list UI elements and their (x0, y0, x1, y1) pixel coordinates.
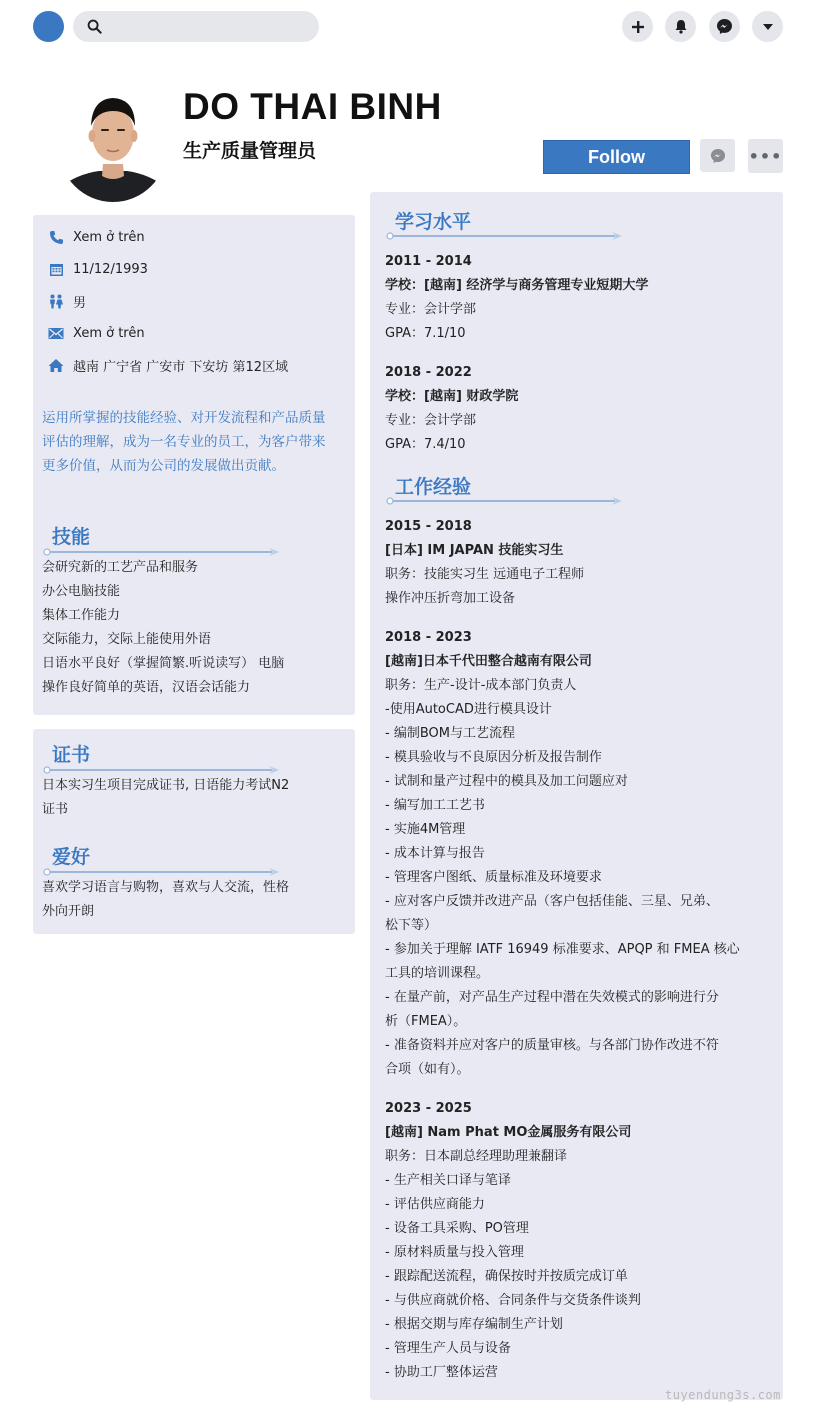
list-item: - 参加关于理解 IATF 16949 标准要求、APQP 和 FMEA 核心 (385, 942, 740, 957)
section-divider (385, 231, 625, 241)
certificates-hobbies-panel (33, 729, 355, 934)
profile-photo (59, 84, 167, 202)
education-school: 学校：[越南] 经济学与商务管理专业短期大学 (385, 278, 649, 293)
search-icon (87, 19, 102, 34)
experience-entry (385, 626, 740, 1082)
list-item: - 实施4M管理 (385, 822, 466, 837)
create-button[interactable] (622, 11, 653, 42)
experience-period: 2023 - 2025 (385, 1101, 472, 1116)
envelope-icon (47, 324, 65, 342)
gender-value: 男 (73, 296, 87, 311)
email-value: Xem ở trên (73, 325, 145, 341)
list-item: - 协助工厂整体运营 (385, 1365, 498, 1380)
search-input[interactable] (73, 11, 319, 42)
more-options-button[interactable]: ••• (748, 139, 783, 173)
logo-icon[interactable] (33, 11, 64, 42)
list-item: 日本实习生项目完成证书, 日语能力考试N2 (42, 778, 290, 793)
notifications-button[interactable] (665, 11, 696, 42)
list-item: 析（FMEA）。 (385, 1014, 467, 1029)
experience-company: [越南] Nam Phat MO金属服务有限公司 (385, 1125, 632, 1140)
job-title: 生产质量管理员 (183, 140, 317, 162)
list-item: - 在量产前，对产品生产过程中潜在失效模式的影响进行分 (385, 990, 719, 1005)
calendar-icon (47, 260, 65, 278)
education-major: 专业：会计学部 (385, 413, 477, 428)
list-item: - 编制BOM与工艺流程 (385, 726, 515, 741)
education-gpa: GPA：7.1/10 (385, 326, 466, 341)
section-divider (385, 496, 625, 506)
list-item: - 原材料质量与投入管理 (385, 1245, 524, 1260)
list-item: 合项（如有）。 (385, 1062, 470, 1077)
list-item: - 模具验收与不良原因分析及报告制作 (385, 750, 602, 765)
profile-name: DO THAI BINH (183, 86, 442, 127)
skills-title: 技能 (52, 526, 91, 548)
contact-phone (47, 228, 145, 246)
list-item: 职务：技能实习生 远通电子工程师 (385, 567, 585, 582)
birthday-value: 11/12/1993 (73, 261, 148, 277)
list-item: - 管理客户图纸、质量标准及环境要求 (385, 870, 602, 885)
list-item: - 成本计算与报告 (385, 846, 485, 861)
certificates-title: 证书 (52, 744, 91, 766)
certificates-list (42, 774, 289, 822)
list-item: 交际能力，交际上能使用外语 (42, 632, 212, 647)
avatar (59, 84, 167, 202)
phone-icon (47, 228, 65, 246)
home-icon (47, 357, 65, 375)
education-entry (385, 361, 518, 457)
list-item: - 管理生产人员与设备 (385, 1341, 511, 1356)
contact-email (47, 324, 145, 342)
education-period: 2011 - 2014 (385, 254, 472, 269)
contact-panel (33, 215, 355, 715)
bell-icon (674, 19, 688, 34)
list-item: 集体工作能力 (42, 608, 121, 623)
phone-value: Xem ở trên (73, 229, 145, 245)
list-item: - 准备资料并应对客户的质量审核。与各部门协作改进不符 (385, 1038, 719, 1053)
education-period: 2018 - 2022 (385, 365, 472, 380)
list-item: 操作冲压折弯加工设备 (385, 591, 516, 606)
education-title: 学习水平 (395, 211, 472, 233)
experience-company: [日本] IM JAPAN 技能实习生 (385, 543, 564, 558)
caret-down-icon (762, 23, 774, 31)
list-item: 喜欢学习语言与购物，喜欢与人交流，性格 (42, 880, 290, 895)
list-item: 职务：日本副总经理助理兼翻译 (385, 1149, 568, 1164)
list-item: - 根据交期与库存编制生产计划 (385, 1317, 563, 1332)
list-item: - 跟踪配送流程，确保按时并按质完成订单 (385, 1269, 628, 1284)
list-item: 外向开朗 (42, 904, 95, 919)
experience-entry (385, 1097, 641, 1385)
list-item: - 试制和量产过程中的模具及加工问题应对 (385, 774, 628, 789)
contact-address (47, 356, 288, 375)
list-item: 操作良好简单的英语，汉语会话能力 (42, 680, 251, 695)
list-item: - 设备工具采购、PO管理 (385, 1221, 529, 1236)
messenger-icon (710, 148, 726, 164)
experience-title: 工作经验 (395, 476, 472, 498)
contact-gender (47, 292, 86, 311)
hobbies-title: 爱好 (52, 846, 91, 868)
list-item: - 应对客户反馈并改进产品（客户包括佳能、三星、兄弟、 (385, 894, 719, 909)
list-item: 工具的培训课程。 (385, 966, 490, 981)
account-menu-button[interactable] (752, 11, 783, 42)
experience-entry (385, 515, 584, 611)
plus-icon (631, 20, 645, 34)
education-major: 专业：会计学部 (385, 302, 477, 317)
education-entry (385, 250, 648, 346)
message-button[interactable] (700, 139, 735, 172)
list-item: - 评估供应商能力 (385, 1197, 485, 1212)
list-item: 职务：生产-设计-成本部门负责人 (385, 678, 577, 693)
career-summary: 运用所掌握的技能经验、对开发流程和产品质量评估的理解，成为一名专业的员工，为客户带来更多价值，从而为公司的发展做出贡献。 (42, 410, 326, 474)
skills-list (42, 556, 284, 700)
list-item: - 编写加工工艺书 (385, 798, 485, 813)
list-item: -使用AutoCAD进行模具设计 (385, 702, 552, 717)
top-bar (0, 0, 815, 54)
education-experience-panel (370, 192, 783, 1400)
list-item: - 生产相关口译与笔译 (385, 1173, 511, 1188)
address-value: 越南 广宁省 广安市 下安坊 第12区域 (73, 360, 289, 375)
messenger-button[interactable] (709, 11, 740, 42)
gender-icon (47, 293, 65, 311)
list-item: 日语水平良好（掌握简繁.听说读写） 电脑 (42, 656, 285, 671)
hobbies-list (42, 876, 289, 924)
list-item: 松下等） (385, 918, 438, 933)
list-item: 证书 (42, 802, 69, 817)
experience-period: 2018 - 2023 (385, 630, 472, 645)
follow-button[interactable]: Follow (543, 140, 690, 174)
education-gpa: GPA：7.4/10 (385, 437, 466, 452)
education-school: 学校：[越南] 财政学院 (385, 389, 519, 404)
experience-company: [越南]日本千代田整合越南有限公司 (385, 654, 592, 669)
list-item: - 与供应商就价格、合同条件与交货条件谈判 (385, 1293, 641, 1308)
watermark: tuyendung3s.com (665, 1388, 781, 1402)
messenger-icon (716, 18, 733, 35)
contact-birthday (47, 260, 148, 278)
list-item: 办公电脑技能 (42, 584, 121, 599)
list-item: 会研究新的工艺产品和服务 (42, 560, 199, 575)
experience-period: 2015 - 2018 (385, 519, 472, 534)
